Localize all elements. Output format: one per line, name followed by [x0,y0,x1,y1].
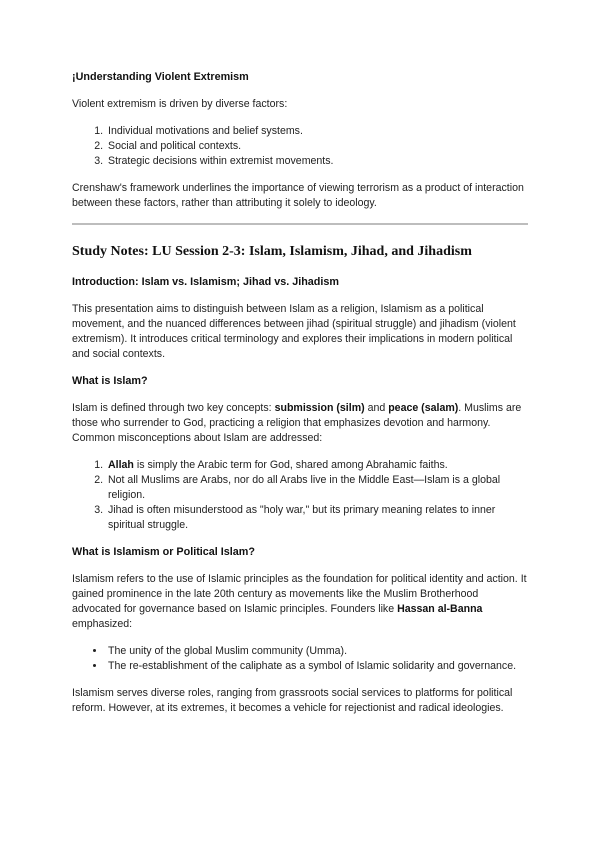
introduction-heading: Introduction: Islam vs. Islamism; Jihad vs. Jihadism [72,276,340,288]
text-span: is simply the Arabic term for God, shared among Abrahamic faiths. [133,459,448,471]
introduction-paragraph: This presentation aims to distinguish between Islam as a religion, Islamism as a political movement, and the nuanced differences between jihad (spiritual struggle) and jihadism (violent extremism). It introduces critical terminology and explores their implications in modern political and social contexts. [72,303,516,360]
term-allah: Allah [108,459,134,471]
founder-name: Hassan al-Banna [397,603,483,615]
islamism-bullets [72,644,528,674]
text-span: Islam is defined through two key concepts: [72,402,275,414]
list-item: 3. Strategic decisions within extremist movements. [106,154,528,169]
list-item [106,458,528,473]
study-notes-title: Study Notes: LU Session 2-3: Islam, Islamism, Jihad, and Jihadism [72,244,472,259]
factors-intro: Violent extremism is driven by diverse factors: [72,98,288,110]
what-is-islamism-heading: What is Islamism or Political Islam? [72,546,256,558]
list-item: 3. Jihad is often misunderstood as "holy war," but its primary meaning relates to inner spiritual struggle. [106,503,528,533]
text-span: . Muslims are those who surrender to God, practicing a religion that emphasizes devotion and harmony. Common misconceptions about Islam are addressed: [72,402,522,444]
misconceptions-list [72,458,528,533]
text-span: Islamism refers to the use of Islamic principles as the foundation for political identity and action. It gained prominence in the late 20th century as movements like the Muslim Brotherhood advocated for governance based on Islamic principles. Founders like [72,573,527,615]
islamism-closing-paragraph: Islamism serves diverse roles, ranging from grassroots social services to platforms for political reform. However, at its extremes, it becomes a vehicle for rejectionist and radical ideologies. [72,687,513,714]
list-item: 2. Social and political contexts. [106,139,528,154]
document-page [72,70,528,728]
factors-list [72,124,528,169]
list-item: 2. Not all Muslims are Arabs, nor do all Arabs live in the Middle East—Islam is a global religion. [106,473,528,503]
term-peace: peace (salam) [388,402,459,414]
term-submission: submission (silm) [274,402,365,414]
islam-definition-paragraph [72,401,528,446]
list-item: • The re-establishment of the caliphate as a symbol of Islamic solidarity and governance. [106,659,528,674]
section-heading-violent-extremism: ¡Understanding Violent Extremism [72,71,249,83]
text-span: emphasized: [72,618,133,630]
crenshaw-paragraph: Crenshaw's framework underlines the importance of viewing terrorism as a product of interaction between these factors, rather than attributing it solely to ideology. [72,182,524,209]
list-item: 1. Individual motivations and belief systems. [106,124,528,139]
list-item: • The unity of the global Muslim community (Umma). [106,644,528,659]
text-span: and [364,402,389,414]
islamism-paragraph [72,572,528,632]
horizontal-divider [72,223,528,225]
what-is-islam-heading: What is Islam? [72,375,148,387]
